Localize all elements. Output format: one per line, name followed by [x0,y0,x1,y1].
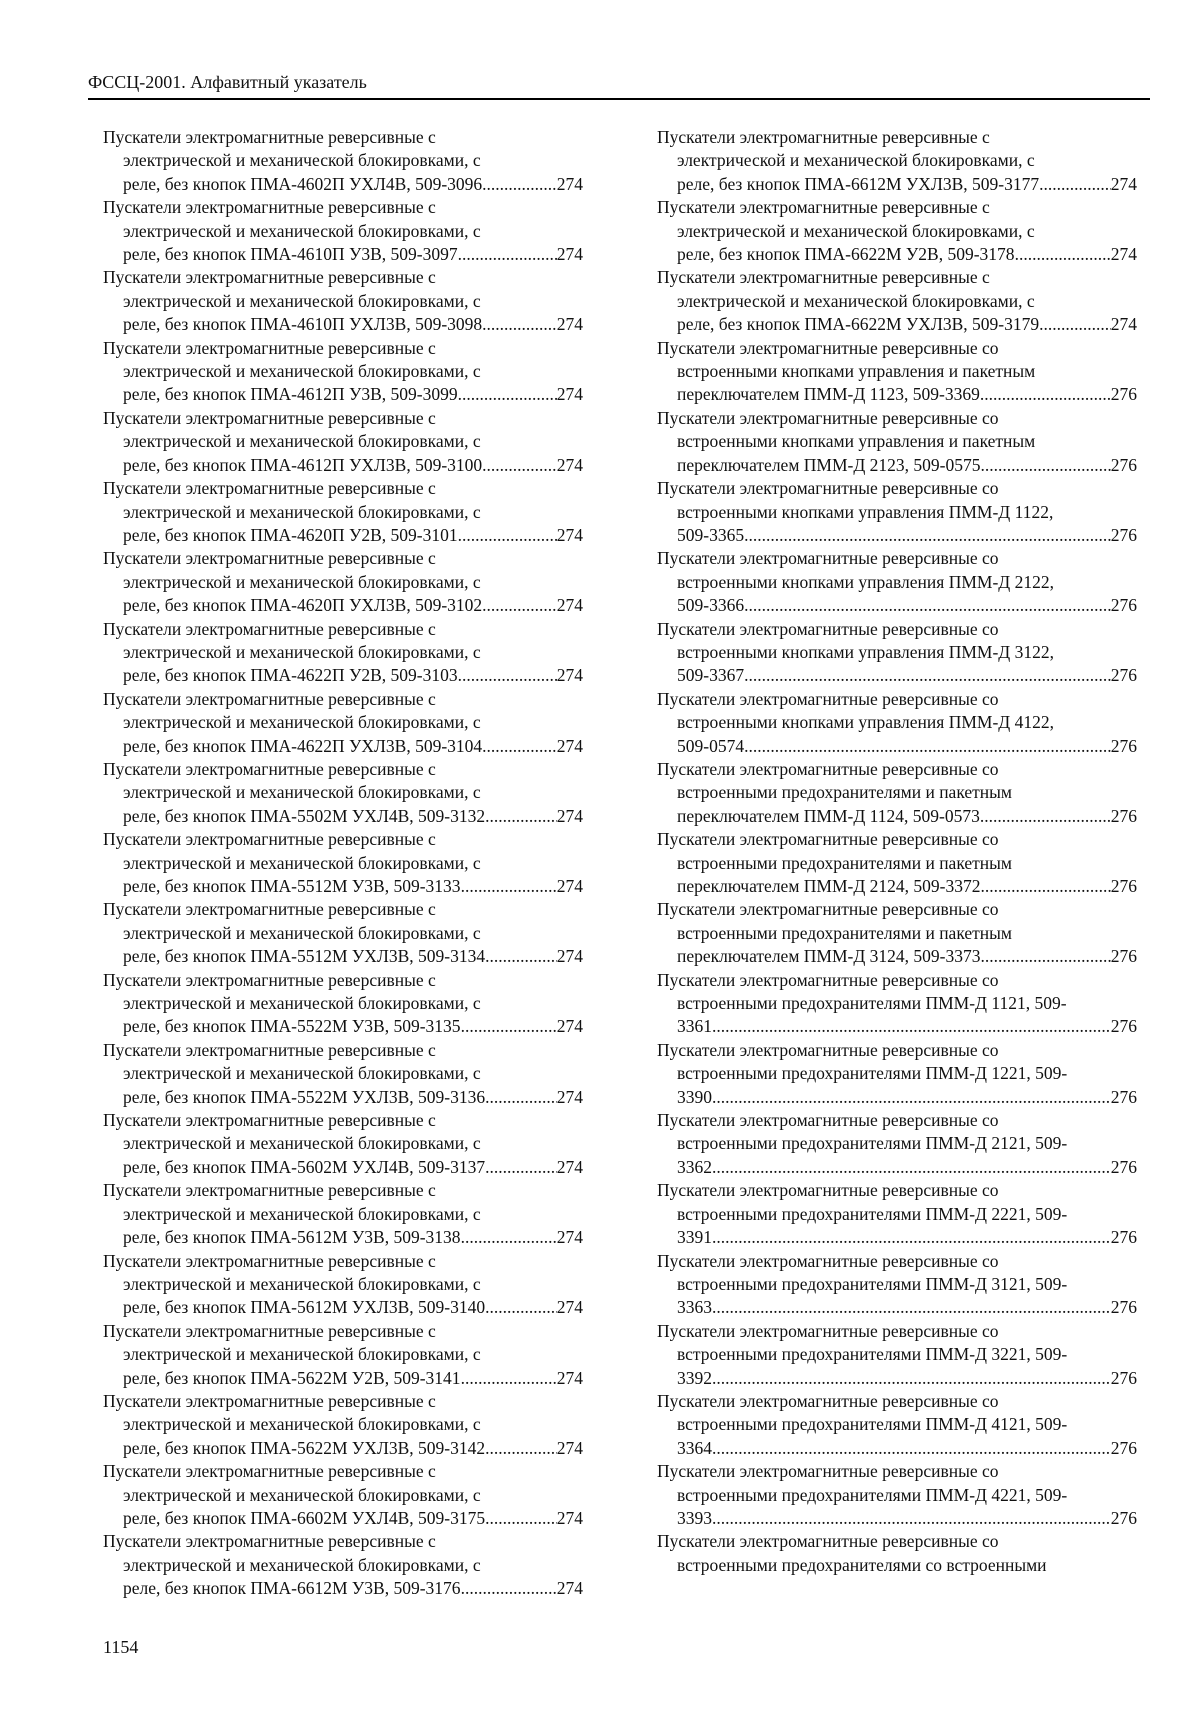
entry-page-number: 274 [556,524,583,545]
entry-designation: реле, без кнопок ПМА-6622М У2В, 509-3178 [677,244,1015,265]
entry-continuation: встроенными предохранителями ПММ-Д 3121, 509- [677,1273,1068,1294]
entry-reference-line [103,594,583,617]
entry-heading: Пускатели электромагнитные реверсивные со [657,899,999,920]
entry-continuation: электрической и механической блокировками, с [123,290,481,311]
entry-continuation: электрической и механической блокировками, с [123,641,481,662]
entry-reference-line [103,1367,583,1390]
entry-reference-line [103,1296,583,1319]
index-entry [103,1530,583,1600]
dot-leader [1015,243,1111,266]
entry-continuation: электрической и механической блокировками, с [123,993,481,1014]
index-entry [103,1039,583,1109]
dot-leader [981,945,1111,968]
entry-reference-line [657,1437,1137,1460]
entry-designation: реле, без кнопок ПМА-4622П УХЛ3В, 509-3104 [123,735,483,756]
entry-reference-line [103,1156,583,1179]
entry-continuation: электрической и механической блокировками, с [123,782,481,803]
entry-designation: реле, без кнопок ПМА-5512М У3В, 509-3133 [123,876,461,896]
index-entry [657,1320,1137,1390]
entry-page-number: 276 [1110,1437,1137,1458]
entry-continuation: электрической и механической блокировками, с [677,220,1035,241]
dot-leader [1039,313,1111,336]
index-entry [657,477,1137,547]
entry-designation: переключателем ПММ-Д 1124, 509-0573 [677,805,980,826]
entry-designation: 3391 [677,1227,712,1248]
index-entry [103,969,583,1039]
entry-page-number: 274 [556,665,583,686]
index-entry [103,1320,583,1390]
index-entry [103,1460,583,1530]
entry-designation: реле, без кнопок ПМА-6612М У3В, 509-3176 [123,1578,461,1599]
entry-designation: реле, без кнопок ПМА-4620П УХЛ3В, 509-3102 [123,595,483,616]
entry-designation: реле, без кнопок ПМА-5522М УХЛ3В, 509-3136 [123,1086,486,1107]
entry-page-number: 274 [1110,173,1137,194]
entry-reference-line [657,594,1137,617]
entry-reference-line [657,243,1137,266]
entry-continuation: электрической и механической блокировками, с [677,150,1035,171]
entry-continuation: электрической и механической блокировками, с [123,220,481,241]
index-entry [657,407,1137,477]
entry-reference-line [657,1156,1137,1179]
entry-designation: реле, без кнопок ПМА-4610П У3В, 509-3097 [123,244,458,265]
entry-reference-line [657,383,1137,406]
dot-leader [461,1226,557,1249]
index-entry [103,407,583,477]
entry-heading: Пускатели электромагнитные реверсивные с [103,478,436,499]
index-entry [657,618,1137,688]
entry-page-number: 274 [556,946,583,967]
entry-page-number: 276 [1110,946,1137,967]
index-entry [103,547,583,617]
entry-designation: реле, без кнопок ПМА-4602П УХЛ4В, 509-3096 [123,173,483,194]
entry-reference-line [103,1437,583,1460]
entry-continuation: электрической и механической блокировками, с [123,1554,481,1575]
entry-designation: реле, без кнопок ПМА-4612П У3В, 509-3099 [123,384,458,405]
entry-page-number: 276 [1110,454,1137,475]
entry-reference-line [657,173,1137,196]
entry-continuation: электрической и механической блокировками, с [123,922,481,943]
dot-leader [744,524,1111,547]
entry-designation: реле, без кнопок ПМА-5612М У3В, 509-3138 [123,1227,461,1248]
entry-page-number: 276 [1110,1016,1137,1037]
entry-page-number: 276 [1110,1297,1137,1318]
entry-designation: 509-3367 [677,665,745,686]
entry-heading: Пускатели электромагнитные реверсивные со [657,829,999,850]
index-entry [657,1109,1137,1179]
entry-heading: Пускатели электромагнитные реверсивные со [657,1390,999,1411]
index-entry [657,196,1137,266]
entry-page-number: 274 [556,384,583,405]
index-entry [103,1390,583,1460]
entry-page-number: 274 [556,454,583,475]
entry-reference-line [103,173,583,196]
entry-reference-line [103,243,583,266]
entry-heading: Пускатели электромагнитные реверсивные с [103,1250,436,1271]
entry-heading: Пускатели электромагнитные реверсивные с [657,197,990,218]
entry-heading: Пускатели электромагнитные реверсивные с [103,1039,436,1060]
entry-designation: реле, без кнопок ПМА-6612М УХЛ3В, 509-3177 [677,173,1040,194]
entry-designation: реле, без кнопок ПМА-5512М УХЛ3В, 509-3134 [123,946,486,967]
index-entry [657,266,1137,336]
entry-heading: Пускатели электромагнитные реверсивные с [103,267,436,288]
dot-leader [744,735,1111,758]
entry-designation: переключателем ПММ-Д 1123, 509-3369 [677,384,980,405]
entry-reference-line [657,1507,1137,1530]
entry-page-number: 274 [556,1156,583,1177]
entry-page-number: 274 [556,876,583,896]
entry-heading: Пускатели электромагнитные реверсивные с [657,267,990,288]
entry-designation: реле, без кнопок ПМА-5602М УХЛ4В, 509-3137 [123,1156,486,1177]
dot-leader [485,1086,557,1109]
entry-designation: реле, без кнопок ПМА-5622М УХЛ3В, 509-3142 [123,1437,486,1458]
entry-page-number: 274 [556,1016,583,1037]
index-entry [103,828,583,898]
entry-heading: Пускатели электромагнитные реверсивные с [103,548,436,569]
entry-heading: Пускатели электромагнитные реверсивные со [657,969,999,990]
entry-reference-line [657,875,1137,898]
entry-page-number: 276 [1110,595,1137,616]
dot-leader [458,243,557,266]
entry-reference-line [103,1086,583,1109]
dot-leader [482,454,557,477]
entry-continuation: встроенными предохранителями ПММ-Д 4221, 509- [677,1484,1068,1505]
entry-heading: Пускатели электромагнитные реверсивные с [103,899,436,920]
entry-continuation: встроенными кнопками управления ПММ-Д 4122, [677,712,1054,733]
entry-designation: реле, без кнопок ПМА-5522М У3В, 509-3135 [123,1016,461,1037]
entry-designation: реле, без кнопок ПМА-4610П УХЛ3В, 509-3098 [123,314,483,335]
entry-reference-line [103,945,583,968]
entry-page-number: 274 [556,1507,583,1528]
entry-reference-line [103,875,583,898]
entry-heading: Пускатели электромагнитные реверсивные со [657,618,999,639]
dot-leader [712,1015,1111,1038]
entry-continuation: электрической и механической блокировками, с [123,361,481,382]
entry-heading: Пускатели электромагнитные реверсивные с [103,337,436,358]
entry-designation: 3362 [677,1156,712,1177]
dot-leader [744,594,1111,617]
entry-page-number: 276 [1110,876,1137,896]
entry-heading: Пускатели электромагнитные реверсивные с [103,127,436,147]
entry-heading: Пускатели электромагнитные реверсивные со [657,1110,999,1131]
entry-designation: реле, без кнопок ПМА-5612М УХЛ3В, 509-3140 [123,1297,486,1318]
entry-heading: Пускатели электромагнитные реверсивные с [103,1180,436,1201]
entry-heading: Пускатели электромагнитные реверсивные со [657,688,999,709]
index-entry [657,337,1137,407]
entry-continuation: электрической и механической блокировками, с [123,1203,481,1224]
entry-page-number: 274 [556,1297,583,1318]
index-entry [103,337,583,407]
entry-designation: переключателем ПММ-Д 2123, 509-0575 [677,454,981,475]
entry-designation: 3361 [677,1016,712,1037]
entry-reference-line [657,1015,1137,1038]
entry-designation: переключателем ПММ-Д 3124, 509-3373 [677,946,981,967]
dot-leader [461,1015,557,1038]
index-entry [103,758,583,828]
dot-leader [461,875,557,898]
entry-reference-line [657,1367,1137,1390]
entry-continuation: встроенными предохранителями ПММ-Д 1121, 509- [677,993,1067,1014]
index-entry [657,898,1137,968]
entry-heading: Пускатели электромагнитные реверсивные с [103,197,436,218]
entry-page-number: 276 [1110,665,1137,686]
dot-leader [712,1156,1111,1179]
entry-heading: Пускатели электромагнитные реверсивные со [657,1250,999,1271]
entry-reference-line [103,383,583,406]
entry-heading: Пускатели электромагнитные реверсивные со [657,758,999,779]
entry-continuation: встроенными кнопками управления ПММ-Д 1122, [677,501,1054,522]
entry-page-number: 274 [556,595,583,616]
dot-leader [712,1507,1111,1530]
dot-leader [485,1296,557,1319]
index-entry [657,1179,1137,1249]
entry-reference-line [103,805,583,828]
entry-reference-line [103,735,583,758]
dot-leader [1039,173,1111,196]
entry-reference-line [657,664,1137,687]
dot-leader [712,1437,1111,1460]
entry-continuation: электрической и механической блокировками, с [123,1344,481,1365]
dot-leader [712,1086,1111,1109]
entry-heading: Пускатели электромагнитные реверсивные с [103,969,436,990]
running-header [88,70,1150,100]
entry-continuation: встроенными предохранителями со встроенными [677,1554,1047,1575]
entry-reference-line [103,454,583,477]
entry-page-number: 276 [1110,524,1137,545]
entry-designation: реле, без кнопок ПМА-5622М У2В, 509-3141 [123,1367,461,1388]
header-title: ФССЦ-2001. Алфавитный указатель [88,72,367,92]
entry-designation: 3392 [677,1367,712,1388]
entry-heading: Пускатели электромагнитные реверсивные с [103,688,436,709]
entry-heading: Пускатели электромагнитные реверсивные со [657,1180,999,1201]
entry-heading: Пускатели электромагнитные реверсивные с [103,407,436,428]
entry-continuation: электрической и механической блокировками, с [123,1063,481,1084]
entry-continuation: электрической и механической блокировками, с [123,571,481,592]
dot-leader [485,805,557,828]
dot-leader [485,1437,557,1460]
entry-heading: Пускатели электромагнитные реверсивные с [103,618,436,639]
entry-page-number: 274 [1110,314,1137,335]
entry-heading: Пускатели электромагнитные реверсивные с [657,127,990,147]
entry-continuation: встроенными кнопками управления и пакетным [677,431,1036,452]
entry-reference-line [657,454,1137,477]
entry-continuation: встроенными предохранителями ПММ-Д 2121, 509- [677,1133,1068,1154]
dot-leader [980,805,1111,828]
entry-continuation: встроенными предохранителями и пакетным [677,852,1013,873]
entry-heading: Пускатели электромагнитные реверсивные с [103,829,436,850]
entry-continuation: электрической и механической блокировками, с [123,1414,481,1435]
entry-heading: Пускатели электромагнитные реверсивные с [103,1320,436,1341]
entry-heading: Пускатели электромагнитные реверсивные со [657,1461,999,1482]
entry-page-number: 274 [556,314,583,335]
dot-leader [712,1296,1111,1319]
entry-page-number: 276 [1110,1367,1137,1388]
entry-page-number: 274 [1110,244,1137,265]
entry-designation: переключателем ПММ-Д 2124, 509-3372 [677,876,981,896]
dot-leader [712,1367,1111,1390]
index-entry [103,688,583,758]
entry-page-number: 274 [556,1578,583,1599]
entry-reference-line [657,1296,1137,1319]
index-entry [657,688,1137,758]
entry-designation: 509-0574 [677,735,745,756]
index-entry [657,1039,1137,1109]
entry-heading: Пускатели электромагнитные реверсивные с [103,1531,436,1552]
index-entry [657,1530,1137,1577]
entry-designation: реле, без кнопок ПМА-4612П УХЛ3В, 509-3100 [123,454,483,475]
entry-heading: Пускатели электромагнитные реверсивные с [103,1110,436,1131]
entry-page-number: 274 [556,1367,583,1388]
entry-page-number: 276 [1110,805,1137,826]
entry-reference-line [103,1577,583,1600]
dot-leader [980,383,1111,406]
entry-page-number: 276 [1110,1227,1137,1248]
dot-leader [981,454,1111,477]
entry-continuation: электрической и механической блокировками, с [123,150,481,171]
entry-page-number: 274 [556,1437,583,1458]
entry-heading: Пускатели электромагнитные реверсивные с [103,758,436,779]
entry-continuation: встроенными кнопками управления и пакетным [677,361,1036,382]
dot-leader [712,1226,1111,1249]
entry-continuation: встроенными предохранителями ПММ-Д 1221, 509- [677,1063,1068,1084]
entry-page-number: 274 [556,244,583,265]
index-entry [657,1250,1137,1320]
entry-page-number: 274 [556,1086,583,1107]
entry-heading: Пускатели электромагнитные реверсивные со [657,1531,999,1552]
index-entry [103,126,583,196]
entry-designation: реле, без кнопок ПМА-6622М УХЛ3В, 509-3179 [677,314,1040,335]
index-entry [103,898,583,968]
index-entry [103,196,583,266]
entry-continuation: встроенными предохранителями ПММ-Д 3221, 509- [677,1344,1068,1365]
entry-continuation: электрической и механической блокировками, с [123,852,481,873]
entry-page-number: 274 [556,735,583,756]
dot-leader [458,524,557,547]
entry-heading: Пускатели электромагнитные реверсивные с [103,1461,436,1482]
entry-reference-line [657,805,1137,828]
dot-leader [458,383,557,406]
entry-continuation: встроенными предохранителями ПММ-Д 4121, 509- [677,1414,1068,1435]
entry-page-number: 276 [1110,1507,1137,1528]
index-entry [103,1250,583,1320]
index-entry [657,758,1137,828]
entry-heading: Пускатели электромагнитные реверсивные со [657,1039,999,1060]
entry-designation: реле, без кнопок ПМА-4622П У2В, 509-3103 [123,665,458,686]
dot-leader [485,1507,557,1530]
entry-page-number: 276 [1110,1086,1137,1107]
entry-designation: 3364 [677,1437,712,1458]
dot-leader [482,735,557,758]
index-column-left [103,126,583,1601]
entry-continuation: электрической и механической блокировками, с [123,1273,481,1294]
entry-heading: Пускатели электромагнитные реверсивные со [657,478,999,499]
index-entry [103,477,583,547]
entry-designation: 3390 [677,1086,712,1107]
entry-designation: 509-3365 [677,524,745,545]
index-entry [657,126,1137,196]
index-column-right [657,126,1137,1577]
entry-reference-line [103,313,583,336]
dot-leader [744,664,1111,687]
entry-reference-line [657,735,1137,758]
index-entry [103,1179,583,1249]
entry-page-number: 276 [1110,735,1137,756]
dot-leader [981,875,1111,898]
entry-continuation: встроенными предохранителями и пакетным [677,782,1013,803]
entry-designation: 3393 [677,1507,712,1528]
entry-continuation: электрической и механической блокировками, с [677,290,1035,311]
entry-reference-line [103,1015,583,1038]
entry-continuation: встроенными кнопками управления ПММ-Д 2122, [677,571,1054,592]
entry-continuation: электрической и механической блокировками, с [123,501,481,522]
entry-continuation: электрической и механической блокировками, с [123,1484,481,1505]
index-entry [657,547,1137,617]
entry-continuation: электрической и механической блокировками, с [123,1133,481,1154]
entry-designation: 509-3366 [677,595,745,616]
entry-continuation: встроенными предохранителями и пакетным [677,922,1013,943]
entry-page-number: 274 [556,805,583,826]
entry-continuation: электрической и механической блокировками, с [123,431,481,452]
entry-designation: 3363 [677,1297,712,1318]
dot-leader [461,1367,557,1390]
index-entry [103,266,583,336]
index-entry [657,1390,1137,1460]
entry-continuation: электрической и механической блокировками, с [123,712,481,733]
entry-reference-line [657,313,1137,336]
entry-heading: Пускатели электромагнитные реверсивные с [103,1390,436,1411]
index-entry [657,1460,1137,1530]
entry-heading: Пускатели электромагнитные реверсивные со [657,407,999,428]
entry-page-number: 274 [556,1227,583,1248]
entry-reference-line [103,1507,583,1530]
entry-page-number: 276 [1110,1156,1137,1177]
entry-reference-line [103,1226,583,1249]
dot-leader [482,594,557,617]
index-entry [103,1109,583,1179]
dot-leader [485,945,557,968]
entry-reference-line [103,524,583,547]
page-number: 1154 [103,1637,139,1657]
dot-leader [461,1577,557,1600]
entry-reference-line [657,945,1137,968]
dot-leader [485,1156,557,1179]
entry-designation: реле, без кнопок ПМА-5502М УХЛ4В, 509-3132 [123,805,486,826]
entry-reference-line [657,524,1137,547]
entry-reference-line [657,1086,1137,1109]
entry-designation: реле, без кнопок ПМА-6602М УХЛ4В, 509-3175 [123,1507,486,1528]
entry-designation: реле, без кнопок ПМА-4620П У2В, 509-3101 [123,524,458,545]
entry-reference-line [657,1226,1137,1249]
entry-heading: Пускатели электромагнитные реверсивные со [657,337,999,358]
entry-page-number: 276 [1110,384,1137,405]
index-entry [657,828,1137,898]
entry-heading: Пускатели электромагнитные реверсивные со [657,1320,999,1341]
entry-page-number: 274 [556,173,583,194]
entry-continuation: встроенными предохранителями ПММ-Д 2221, 509- [677,1203,1068,1224]
entry-heading: Пускатели электромагнитные реверсивные со [657,548,999,569]
entry-reference-line [103,664,583,687]
dot-leader [458,664,557,687]
index-entry [103,618,583,688]
index-entry [657,969,1137,1039]
dot-leader [482,173,557,196]
entry-continuation: встроенными кнопками управления ПММ-Д 3122, [677,641,1054,662]
dot-leader [482,313,557,336]
